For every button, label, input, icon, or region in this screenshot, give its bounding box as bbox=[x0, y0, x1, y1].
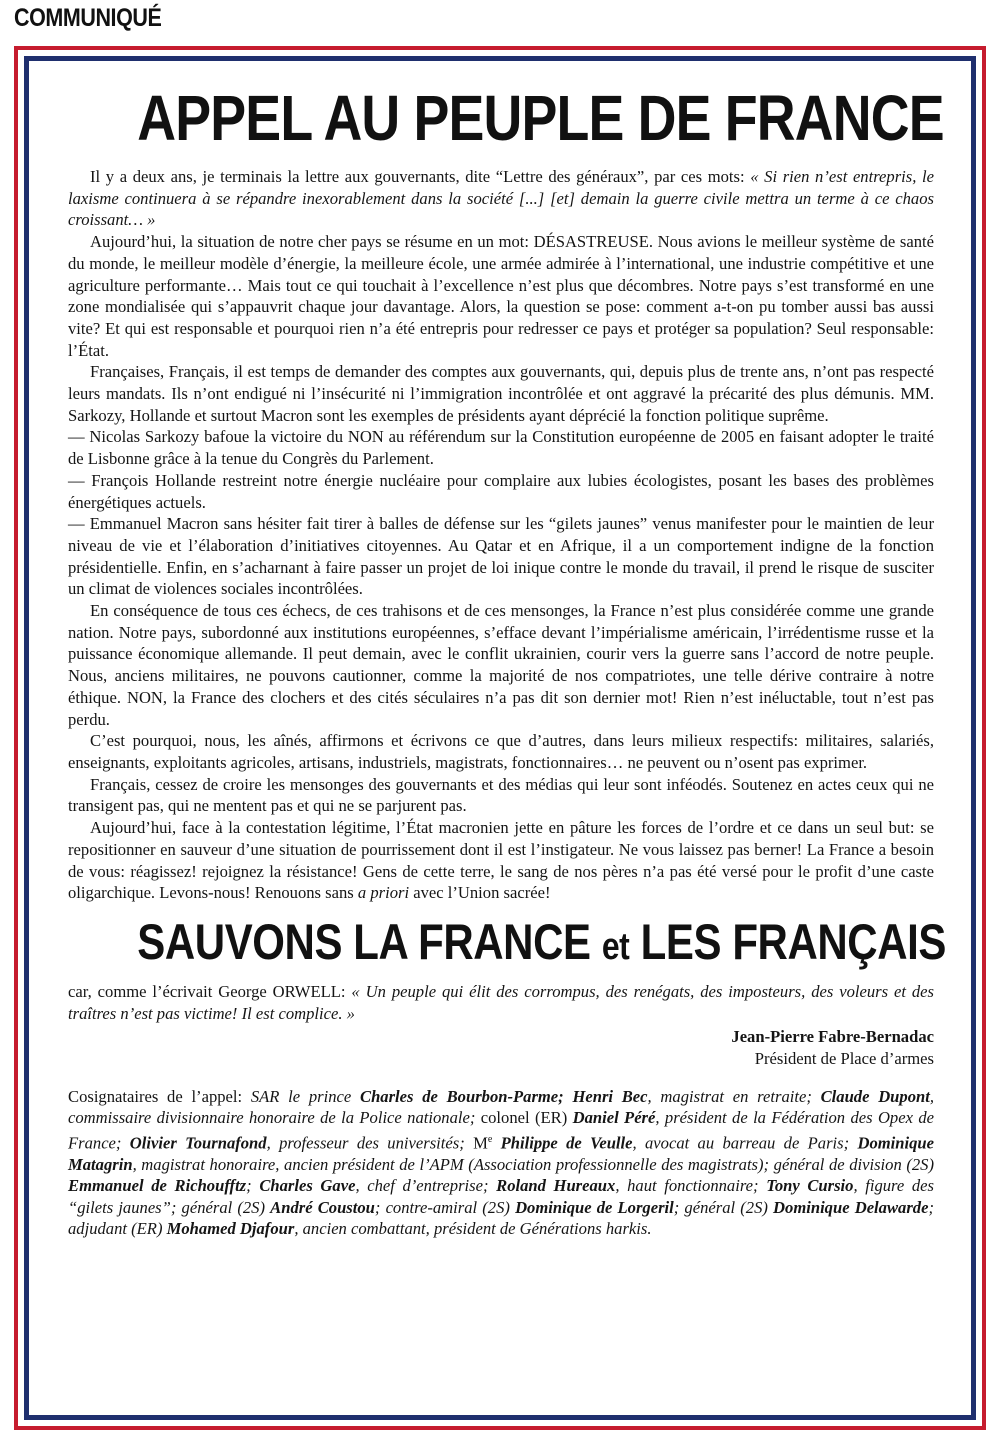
role-text: ; bbox=[246, 1176, 260, 1196]
cosigner-name: Tony Cursio bbox=[766, 1176, 854, 1196]
paragraph: C’est pourquoi, nous, les aînés, affirmons et écrivons ce que d’autres, dans leurs milieux respectifs: militaires, salariés, enseignants, exploitants agricoles, artisans, industriels, magistrats, fonctionnaires… ne peuvent ou n’osent pas exprimer. bbox=[68, 731, 934, 772]
slogan-part: et bbox=[601, 925, 630, 968]
slogan-heading bbox=[137, 912, 946, 977]
paragraph: Aujourd’hui, la situation de notre cher pays se résume en un mot: DÉSASTREUSE. Nous avions le meilleur système de santé du monde, le meilleur modèle d’énergie, la meilleure école, une armée admirée à l’international, une industrie compétitive et une agriculture performante… Mais tout ce qui touchait à l’excellence n’est plus que décombres. Notre pays s’est transformé en une zone mondialisée qui s’appauvrit chaque jour davantage. Alors, la question se pose: comment a-t-on pu tomber aussi bas aussi vite? Et qui est responsable et pourquoi rien n’a été entrepris pour redresser ce pays et protéger sa population? Seul responsable: l’État. bbox=[68, 232, 934, 360]
cosigner-name: Dominique Delawarde bbox=[773, 1197, 929, 1217]
cosignatories bbox=[68, 1086, 934, 1240]
signature-block bbox=[68, 1026, 934, 1069]
role-text: ; général (2S) bbox=[673, 1197, 774, 1217]
article bbox=[68, 82, 946, 1240]
paragraph bbox=[68, 166, 934, 231]
orwell-quote bbox=[68, 981, 934, 1024]
role-text: , professeur des universités; bbox=[266, 1133, 474, 1153]
section-kicker: COMMUNIQUÉ bbox=[14, 4, 162, 32]
paragraph-text: avec l’Union sacrée! bbox=[409, 883, 551, 903]
paragraph: Français, cessez de croire les mensonges des gouvernants et des médias qui leur sont inféodés. Soutenez en actes ceux qui ne transigent pas, qui ne mentent pas et qui ne se parjurent pas. bbox=[68, 774, 934, 816]
role-text: , magistrat en retraite; bbox=[647, 1086, 821, 1106]
separator: ; bbox=[558, 1086, 573, 1106]
cosigner-name: Daniel Péré bbox=[572, 1108, 656, 1128]
quote-text: « Si rien n’est entrepris, le laxisme continuera à se répandre inexorablement dans la société [...] [et] demain la guerre civile mettra un terme à ce chaos croissant… » bbox=[68, 167, 934, 230]
role-text: , ancien combattant, président de Générations harkis. bbox=[294, 1219, 652, 1239]
role-text: , haut fonctionnaire; bbox=[615, 1176, 767, 1196]
cosigner-name: Dominique de Lorgeril bbox=[515, 1197, 674, 1217]
quote-lead: car, comme l’écrivait George ORWELL: bbox=[68, 981, 352, 1001]
rank-text: colonel (ER) bbox=[480, 1108, 573, 1128]
cosigner-name: André Coustou bbox=[270, 1197, 375, 1217]
signatory-name: Jean-Pierre Fabre-Bernadac bbox=[731, 1027, 934, 1047]
paragraph bbox=[68, 817, 934, 904]
bullet-item: — François Hollande restreint notre énergie nucléaire pour complaire aux lubies écologistes, posant les bases des problèmes énergétiques actuels. bbox=[68, 470, 934, 512]
cosign-lead: Cosignataires de l’appel: bbox=[68, 1086, 251, 1106]
cosigner-name: Olivier Tournafond bbox=[129, 1133, 267, 1153]
cosigner-name: Roland Hureaux bbox=[496, 1176, 616, 1196]
bullet-item: — Nicolas Sarkozy bafoue la victoire du NON au référendum sur la Constitution européenne de 2005 en faisant adopter le traité de Lisbonne grâce à la tenue du Congrès du Parlement. bbox=[68, 427, 934, 469]
bullet-item: — Emmanuel Macron sans hésiter fait tirer à balles de défense sur les “gilets jaunes” venus manifester pour le maintien de leur niveau de vie et l’élaboration d’initiatives citoyennes. Au Qatar et en Afrique, il a un comportement indigne de la fonction présidentielle. Enfin, en s’acharnant à faire passer un projet de loi inique contre le monde du travail, il prend le risque de susciter un climat de violences sociales incontrôlées. bbox=[68, 514, 934, 599]
role-text: ; contre-amiral (2S) bbox=[374, 1197, 516, 1217]
paragraph: En conséquence de tous ces échecs, de ces trahisons et de ces mensonges, la France n’est plus considérée comme une grande nation. Notre pays, subordonné aux institutions européennes, s’efface devant l’impérialisme américain, l’irrédentisme russe et la puissance économique allemande. Il peut demain, avec le conflit ukrainien, courir vers la guerre sans l’accord de notre peuple. Nous, anciens militaires, ne pouvons cautionner, comme la majorité de nos compatriotes, une telle dérive contraire à notre éthique. NON, la France des clochers et des cités séculaires n’a pas dit son dernier mot! Rien n’est inéluctable, tout n’est pas perdu. bbox=[68, 601, 934, 729]
role-text: , figure des “gilets jaunes”; général (2S) bbox=[68, 1176, 934, 1217]
cosigner-name: Mohamed Djafour bbox=[166, 1219, 295, 1239]
cosigner-name: Charles de Bourbon-Parme bbox=[360, 1086, 559, 1106]
article-body bbox=[68, 166, 934, 904]
italic-text: a priori bbox=[357, 883, 410, 903]
cosigner-name: Dominique Matagrin bbox=[68, 1133, 935, 1174]
title-abbr: M bbox=[473, 1133, 488, 1153]
role-text: , avocat au barreau de Paris; bbox=[632, 1133, 858, 1153]
signatory-title: Président de Place d’armes bbox=[754, 1049, 934, 1069]
role-text: , président de la Fédération des Opex de France; bbox=[68, 1108, 934, 1153]
slogan-part: LES FRANÇAIS bbox=[629, 913, 946, 970]
role-text: SAR le prince bbox=[250, 1086, 360, 1106]
quote-text: « Un peuple qui élit des corrompus, des renégats, des imposteurs, des voleurs et des traîtres n’est pas victime! Il est complice. » bbox=[68, 981, 935, 1023]
slogan-part: SAUVONS LA FRANCE bbox=[137, 913, 602, 970]
role-text: , magistrat honoraire, ancien président de l’APM (Association professionnelle des magistrats); général de division (2S) bbox=[132, 1154, 934, 1174]
cosigner-name: Henri Bec bbox=[572, 1086, 648, 1106]
role-text: ; adjudant (ER) bbox=[68, 1197, 934, 1239]
paragraph-text: Il y a deux ans, je terminais la lettre aux gouvernants, dite “Lettre des généraux”, par ces mots: bbox=[90, 167, 751, 186]
cosigner-name: Claude Dupont bbox=[820, 1086, 930, 1106]
cosigner-name: Philippe de Veulle bbox=[500, 1133, 633, 1153]
headline: APPEL AU PEUPLE DE FRANCE bbox=[137, 82, 944, 154]
paragraph-text: Aujourd’hui, face à la contestation légitime, l’État macronien jette en pâture les forces de l’ordre et ce dans un seul but: se repositionner en sauveur d’une situation de pourrissement dont il est l’instigateur. Ne vous laissez pas berner! La France a besoin de vous: réagissez! rejoignez la résistance! Gens de cette terre, le sang de nos pères n’a pas été versé pour le profit d’une caste oligarchique. Levons-nous! Renouons sans bbox=[68, 818, 934, 903]
title-abbr-sup: e bbox=[487, 1133, 493, 1145]
role-text: , chef d’entreprise; bbox=[355, 1176, 497, 1196]
role-text: , commissaire divisionnaire honoraire de la Police nationale; bbox=[68, 1086, 934, 1128]
paragraph: Françaises, Français, il est temps de demander des comptes aux gouvernants, qui, depuis plus de trente ans, n’ont pas respecté leurs mandats. Ils n’ont endigué ni l’insécurité ni l’immigration incontrôlée et ont aggravé la précarité des plus démunis. MM. Sarkozy, Hollande et surtout Macron sont les exemples de présidents ayant déprécié la fonction politique suprême. bbox=[68, 362, 934, 425]
cosigner-name: Charles Gave bbox=[259, 1176, 356, 1196]
cosigner-name: Emmanuel de Richoufftz bbox=[68, 1176, 247, 1196]
